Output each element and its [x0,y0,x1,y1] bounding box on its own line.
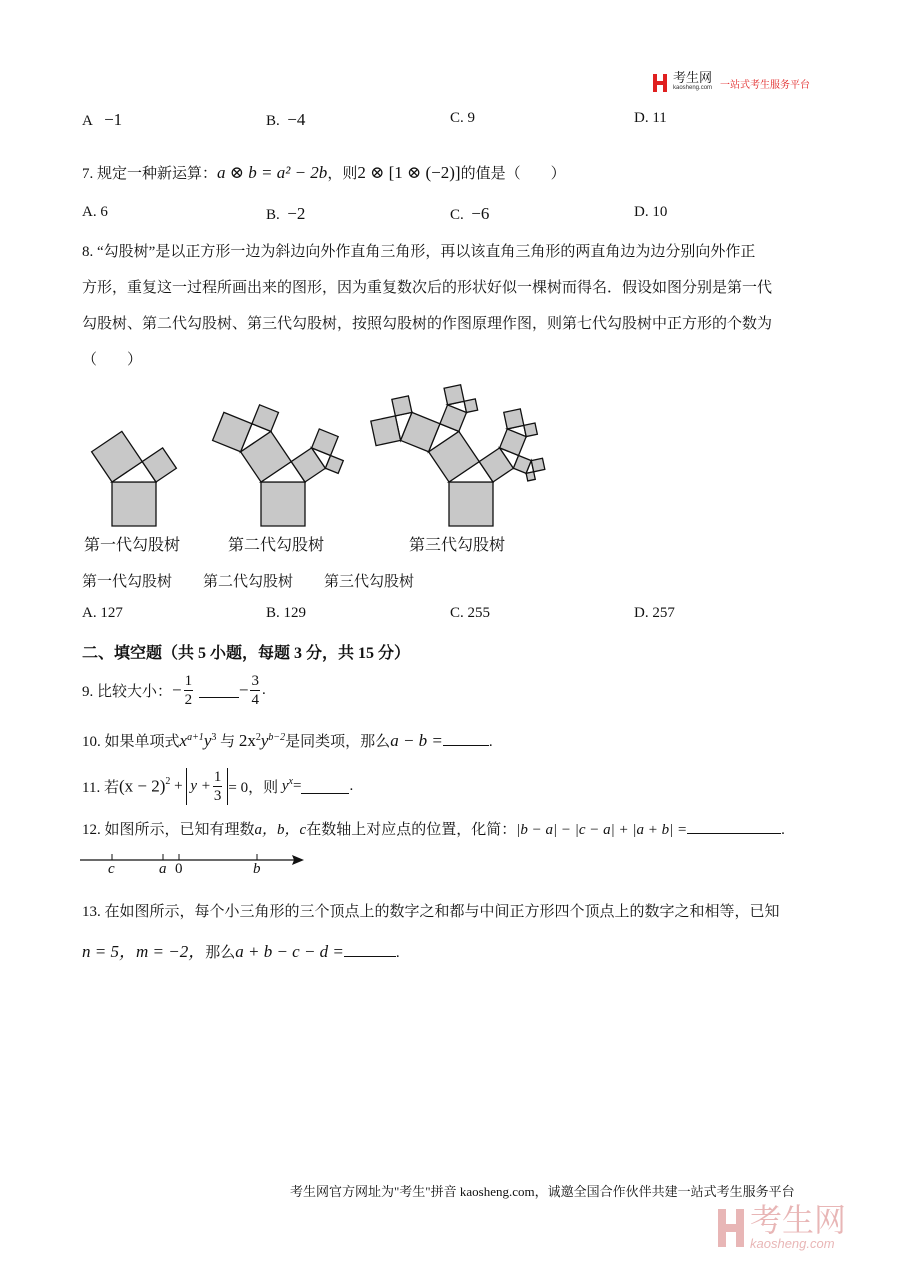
number-line [80,850,320,880]
tree-square [531,458,545,472]
tree-caption-3: 第三代勾股树 [409,537,506,554]
axis-label-b: b [253,861,261,877]
q8-line-4: （ ） [82,352,143,368]
section-2-heading: 二、填空题（共 5 小题，每题 3 分，共 15 分） [82,645,411,662]
axis-label-a: a [159,861,167,877]
q6-option-a: A −1 [82,110,123,129]
q8-option-c: C. 255 [450,605,491,621]
q8-option-a: A. 127 [82,605,123,621]
tree-square [392,396,412,416]
q6-option-b: B. −4 [266,110,306,129]
q8-option-b: B. 129 [266,605,307,621]
tree-caption-1: 第一代勾股树 [84,537,181,554]
brand-slogan: 一站式考生服务平台 [720,79,811,91]
question-7: 7. 规定一种新运算：a ⊗ b = a² − 2b，则2 ⊗ [1 ⊗ (−2)]的值是（ ） [82,163,566,182]
question-13-line-2: n = 5，m = −2，那么a + b − c − d = . [82,942,400,961]
q8-line-2: 方形，重复这一过程所画出来的图形，因为重复数次后的形状好似一棵树而得名．假设如图分别是第一代 [82,280,773,296]
brand-domain: kaosheng.com [673,85,713,91]
q8-line-3: 勾股树、第二代勾股树、第三代勾股树，按照勾股树的作图原理作图，则第七代勾股树中正方形的个数为 [82,316,773,332]
q7-option-d: D. 10 [634,204,668,220]
q7-option-a: A. 6 [82,204,108,220]
pythagoras-trees-figure [0,375,900,535]
question-12: 12. 如图所示，已知有理数a，b，c在数轴上对应点的位置，化简：|b − a| − |c − a| + |a + b| = . [82,818,785,839]
caption-repeat-3: 第三代勾股树 [324,574,415,590]
q6-option-d: D. 11 [634,110,667,126]
tree-square [444,385,464,405]
watermark-icon [718,1209,744,1247]
caption-repeat-2: 第二代勾股树 [203,574,294,590]
q8-option-d: D. 257 [634,605,675,621]
tree-trunk-square [112,482,156,526]
q7-option-c: C. −6 [450,204,490,223]
question-13-line-1: 13. 在如图所示，每个小三角形的三个顶点上的数字之和都与中间正方形四个顶点上的数字之和相等，已知 [82,904,780,920]
header-logo [653,72,810,94]
watermark-logo: 考生网 kaosheng.com [718,1205,846,1251]
footer-text: 考生网官方网址为"考生"拼音 kaosheng.com，诚邀全国合作伙伴共建一站式考生服务平台 [290,1184,795,1199]
tree-square [526,472,535,481]
q6-option-c: C. 9 [450,110,476,126]
axis-label-c: c [108,861,115,877]
q8-line-1: 8. “勾股树”是以正方形一边为斜边向外作直角三角形，再以该直角三角形的两直角边为边分别向外作正 [82,244,756,260]
tree-square [464,399,478,413]
question-10: 10. 如果单项式$x^{a+1}y^3$ 与 $2x^2y^{b-2}$是同类项，那么a − b = . [82,731,493,750]
brand-name: 考生网 [673,70,713,85]
q7-option-b: B. −2 [266,204,306,223]
tree-square [524,423,538,437]
tree-square [504,409,524,429]
tree-trunk-square [449,482,493,526]
logo-icon [653,74,667,92]
tree-caption-2: 第二代勾股树 [228,537,325,554]
caption-repeat-1: 第一代勾股树 [82,574,173,590]
tree-square [371,416,401,446]
tree-trunk-square [261,482,305,526]
question-11: 11. 若$(x - 2)^2 + y$ + $\frac{1}{3}$ = 0，则 $y^x=$ . [82,769,354,804]
question-9: 9. 比较大小：− $\frac{1}{2}$ − $\frac{3}{4}$ . [82,673,266,708]
axis-label-0: 0 [175,861,183,877]
